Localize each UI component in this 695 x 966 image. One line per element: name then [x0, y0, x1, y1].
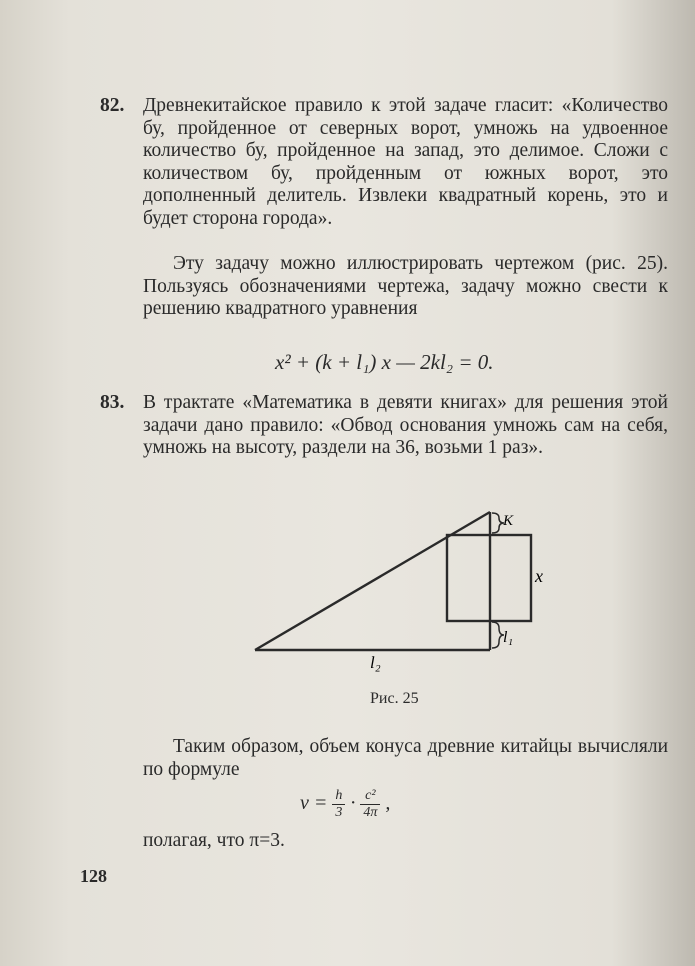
problem-83-text: В трактате «Математика в девяти книгах» для решения этой задачи дано правило: «Обвод основания умножь сам на себя, умножь на высоту, раздели на 36, возьми 1 раз».	[143, 392, 668, 459]
fraction-c2-over-4pi	[360, 788, 380, 821]
conclusion-tail: полагая, что π=3.	[143, 830, 285, 851]
problem-83-number: 83.	[100, 392, 125, 413]
conclusion-text: Таким образом, объем конуса древние китайцы вычисляли по формуле	[143, 736, 668, 780]
quadratic-equation: x² + (k + l₁) x — 2kl₂ = 0.	[275, 350, 494, 374]
problem-82-number: 82.	[100, 95, 125, 116]
figure-caption: Рис. 25	[370, 690, 419, 707]
formula-lhs: v =	[300, 792, 328, 815]
figure-label-l2: l₂	[370, 653, 381, 672]
frac2-denominator: 4π	[363, 805, 378, 820]
cone-volume-formula	[300, 788, 390, 821]
formula-dot: ·	[350, 792, 356, 815]
formula-end: ,	[385, 792, 391, 815]
figure-hypotenuse	[255, 512, 490, 650]
figure-label-l1: l₁	[503, 629, 514, 646]
frac1-numerator: h	[332, 788, 345, 805]
figure-label-k: K	[503, 513, 514, 529]
page-number: 128	[80, 866, 107, 886]
figure-label-x: x	[535, 566, 543, 586]
problem-82-text: Древнекитайское правило к этой задаче гласит: «Количество бу, пройденное от северных ворот, умножь на удвоенное количество бу, пройденное на запад, это делимое. Сложи с количеством бу, пройденным от южных ворот, это дополненный делитель. Извлеки квадратный корень, это и будет сторона города».	[143, 95, 668, 229]
frac1-denominator: 3	[335, 805, 343, 820]
problem-82-text2: Эту задачу можно иллюстрировать чертежом (рис. 25). Пользуясь обозначениями чертежа, задачу можно свести к решению квадратного уравнения	[143, 253, 668, 320]
frac2-numerator: c²	[360, 788, 380, 805]
fraction-h-over-3	[332, 788, 345, 821]
